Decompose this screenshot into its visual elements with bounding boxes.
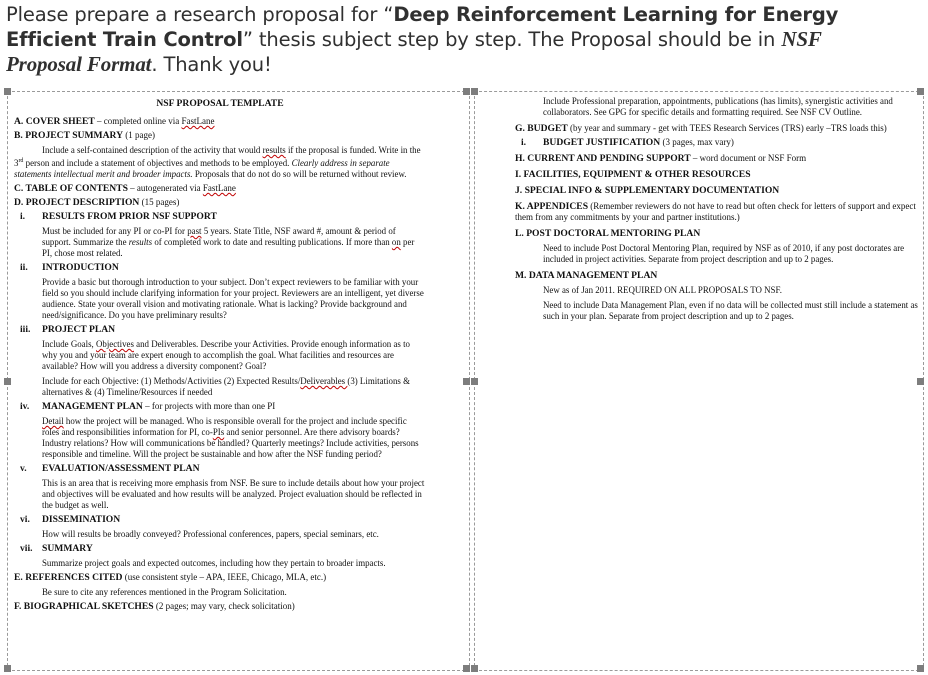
resize-handle-top-left[interactable] [4,88,11,95]
question-prompt [6,2,922,77]
subsection-v-text: This is an area that is receiving more emphasis from NSF. Be sure to include details about how your project and objectives will be evaluated and how results will be analyzed. Project evaluation should be reflected in the budget as well. [42,477,425,510]
resize-handle-bottom-right[interactable] [463,665,470,672]
section-c-table-of-contents: C. TABLE OF CONTENTS – autogenerated via FastLane [14,182,236,194]
prompt-format-line2: Proposal Format [6,52,152,76]
subsection-ii-introduction: ii. INTRODUCTION [20,261,119,273]
resize-handle-top-right[interactable] [463,88,470,95]
resize-handle-bottom-right[interactable] [917,665,924,672]
resize-handle-mid-left[interactable] [471,378,478,385]
section-f-biographical-sketches: F. BIOGRAPHICAL SKETCHES (2 pages; may vary, check solicitation) [14,600,295,612]
resize-handle-top-left[interactable] [471,88,478,95]
subsection-iv-text: Detail how the project will be managed. Who is responsible overall for the project and include specific roles and responsibilities information for PI, co-PIs and senior personnel. Are there advisory boards? Industry relations? How will communications be handled? Quarterly meetings? Include activities, persons responsible and timeline. Will the project be sustainable and how after the NSF funding period? [42,415,419,459]
section-g-budget: G. BUDGET (by year and summary - get with TEES Research Services (TRS) early –TRS loads this) [515,123,887,134]
subsection-vi-dissemination: vi. DISSEMINATION [20,513,121,525]
section-b-project-summary: B. PROJECT SUMMARY (1 page) [14,130,156,141]
subsection-iv-management-plan: iv. MANAGEMENT PLAN – for projects with more than one PI [20,400,276,412]
subsection-vi-text: How will results be broadly conveyed? Professional conferences, papers, special seminars, etc. [42,528,379,539]
section-d-project-description: D. PROJECT DESCRIPTION (15 pages) [14,196,180,208]
section-l-text: Need to include Post Doctoral Mentoring Plan, required by NSF as of 2010, if any post doctorates are included in project activities. Separate from project description and up to 2 pages. [543,243,905,264]
prompt-format: NSF [781,27,822,51]
prompt-thanks: . Thank you! [151,53,272,76]
prompt-intro: Please prepare a research proposal for “ [6,3,394,26]
prompt-topic-line1: Deep Reinforcement Learning for Energy [393,3,839,26]
section-m-text-2: Need to include Data Management Plan, even if no data will be collected must still include a statement as such in your plan. Separate from project description and up to 2 pages. [543,300,918,321]
resize-handle-top-right[interactable] [917,88,924,95]
section-h-current-pending-support: H. CURRENT AND PENDING SUPPORT – word document or NSF Form [515,153,807,164]
section-k-appendices: K. APPENDICES (Remember reviewers do not have to read but often check for letters of support and expect them from any commitments by your and partner institutions.) [515,201,916,222]
subsection-i-text: Must be included for any PI or co-PI for past 5 years. State Title, NSF award #, amount & period of support. Summarize the results of completed work to date and resulting publications. If more than on per PI, chose most related. [42,225,415,258]
subsection-iii-project-plan: iii. PROJECT PLAN [20,323,116,335]
resize-handle-mid-left[interactable] [4,378,11,385]
template-page-1 [14,96,426,612]
subsection-iii-text-1: Include Goals, Objectives and Deliverables. Describe your Activities. Provide enough information as to why you and your team are expert enough to accomplish the goal. What facilities and resources are available? How will you address a diversity component? Goal? [42,338,410,371]
section-b-text: Include a self-contained description of the activity that would results if the proposal is funded. Write in the 3rd person and include a statement of objectives and methods to be employed. Clearly address in separate statements intellectual merit and broader impacts. Proposals that do not do so will be returned without review. [14,145,421,179]
section-i-facilities: I. FACILITIES, EQUIPMENT & OTHER RESOURCES [515,169,751,180]
subsection-v-evaluation-plan: v. EVALUATION/ASSESSMENT PLAN [20,462,200,474]
template-page-2 [515,96,927,322]
section-f-continued-text: Include Professional preparation, appointments, publications (has limits), synergistic activities and collaborators. See GPG for specific details and formatting required. See NSF CV Outline. [543,96,893,117]
section-j-special-info: J. SPECIAL INFO & SUPPLEMENTARY DOCUMENTATION [515,185,780,196]
resize-handle-mid-right[interactable] [463,378,470,385]
prompt-instruction: ” thesis subject step by step. The Proposal should be in [242,28,782,51]
section-m-text-1: New as of Jan 2011. REQUIRED ON ALL PROPOSALS TO NSF. [543,285,782,295]
section-l-postdoc-mentoring: L. POST DOCTORAL MENTORING PLAN [515,228,701,239]
section-e-references: E. REFERENCES CITED (use consistent style – APA, IEEE, Chicago, MLA, etc.) [14,571,327,583]
section-m-data-management: M. DATA MANAGEMENT PLAN [515,270,658,281]
subsection-vii-summary: vii. SUMMARY [20,542,93,554]
subsection-budget-justification: i. BUDGET JUSTIFICATION (3 pages, max vary) [521,137,734,148]
subsection-ii-text: Provide a basic but thorough introduction to your subject. Don’t expect reviewers to be familiar with your field so you should include clarifying information for your project. Reviewers are an intelligent, yet diverse audience. State your overall vision and motivating rationale. What is lacking? Provide background and need/significance. Do you have preliminary results? [42,276,424,320]
section-e-text: Be sure to cite any references mentioned in the Program Solicitation. [42,586,287,597]
prompt-topic-line2: Efficient Train Control [6,28,243,51]
subsection-vii-text: Summarize project goals and expected outcomes, including how they pertain to broader impacts. [42,557,386,568]
subsection-iii-text-2: Include for each Objective: (1) Methods/Activities (2) Expected Results/Deliverables (3) Limitations & alternatives & (4) Timeline/Resources if needed [42,375,410,397]
resize-handle-bottom-left[interactable] [4,665,11,672]
subsection-i-prior-support: i. RESULTS FROM PRIOR NSF SUPPORT [20,210,217,222]
section-a-cover-sheet: A. COVER SHEET – completed online via FastLane [14,116,215,127]
template-title: NSF PROPOSAL TEMPLATE [156,98,284,109]
resize-handle-mid-right[interactable] [917,378,924,385]
resize-handle-bottom-left[interactable] [471,665,478,672]
